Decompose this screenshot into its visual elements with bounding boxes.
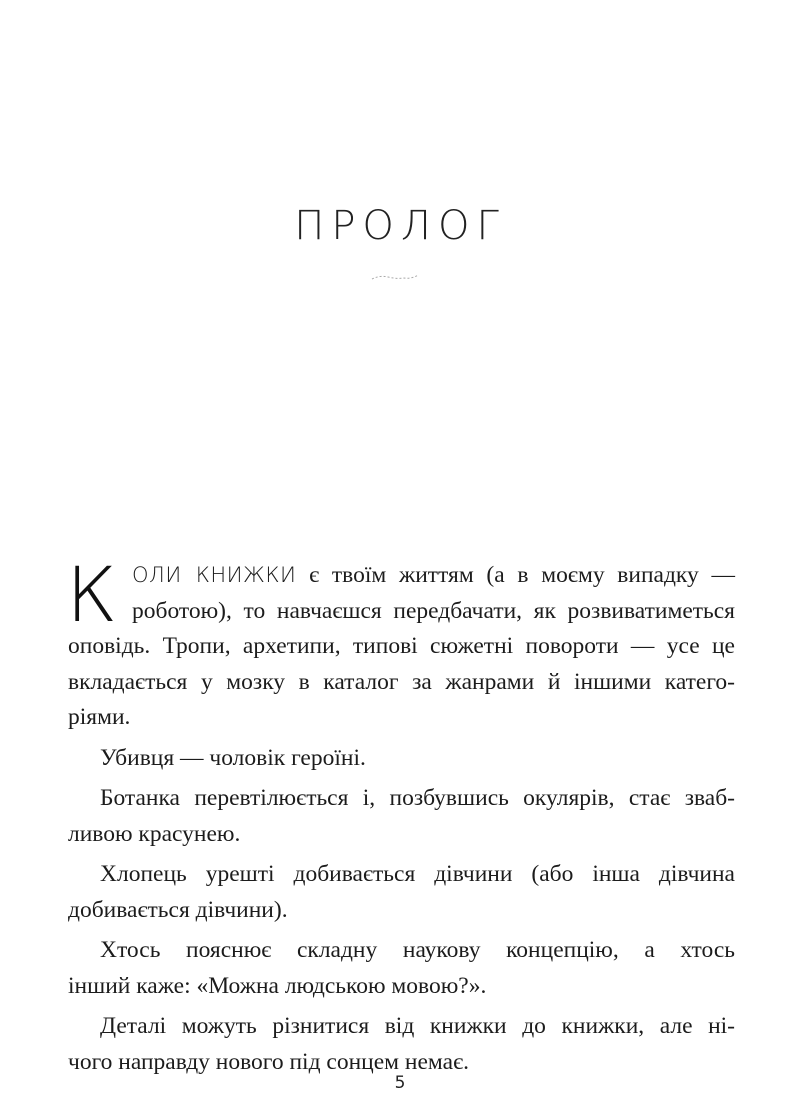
text-span: є твоїм життям (а в моєму випадку —	[309, 562, 735, 588]
text-line: Хтось пояснює складну наукову концепцію, а хтось	[100, 937, 735, 963]
page-number: 5	[394, 1073, 406, 1093]
text-line: ливою красунею.	[68, 820, 241, 847]
text-line: добивається дівчини).	[68, 896, 288, 923]
small-caps-opening: ОЛИ КНИЖКИ	[132, 563, 297, 587]
text-line: Деталі можуть різнитися від книжки до книжки, але ні-	[100, 1013, 735, 1039]
text-line: інший каже: «Можна людською мовою?».	[68, 972, 487, 999]
text-line	[68, 558, 735, 594]
drop-cap: К	[66, 550, 118, 639]
text-line: Убивця — чоловік героїні.	[100, 744, 366, 771]
text-line: вкладається у мозку в каталог за жанрами й іншими катего-	[68, 668, 735, 695]
text-line: ріями.	[68, 704, 131, 730]
body-text	[66, 550, 735, 1080]
text-line: Ботанка перевтілюється і, позбувшись окулярів, стає зваб-	[100, 785, 735, 811]
text-line: чого направду нового під сонцем немає.	[68, 1048, 470, 1075]
ornament-divider	[368, 270, 428, 284]
text-line: оповідь. Тропи, архетипи, типові сюжетні повороти — усе це	[68, 633, 735, 659]
chapter-title: ПРОЛОГ	[294, 203, 506, 249]
text-line: Хлопець урешті добивається дівчини (або інша дівчина	[100, 861, 735, 887]
text-line: роботою), то навчаєшся передбачати, як розвиватиметься	[132, 597, 735, 624]
